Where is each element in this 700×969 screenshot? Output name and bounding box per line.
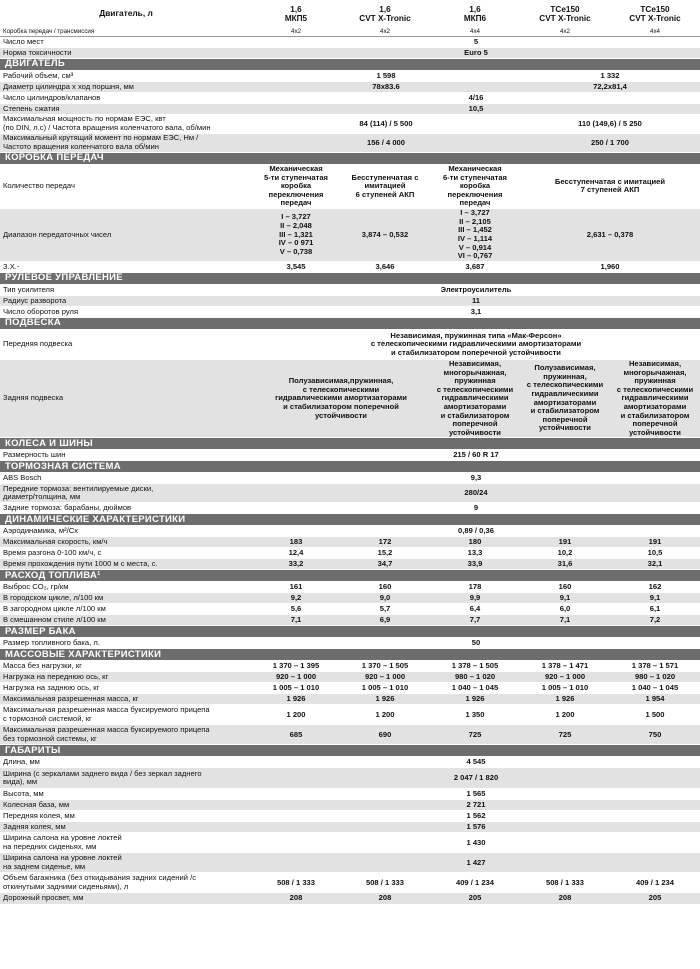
section-header bbox=[0, 514, 700, 526]
spec-row bbox=[0, 93, 700, 104]
spec-row bbox=[0, 559, 700, 570]
section-title: ГАБАРИТЫ bbox=[0, 745, 700, 757]
spec-value: 33,2 bbox=[252, 559, 340, 570]
section-header bbox=[0, 649, 700, 661]
section-title: РАЗМЕР БАКА bbox=[0, 626, 700, 638]
spec-label: В загородном цикле л/100 км bbox=[0, 604, 252, 615]
spec-value: 0,89 / 0,36 bbox=[252, 526, 700, 537]
spec-value: 980 – 1 020 bbox=[430, 672, 520, 683]
spec-value: 15,2 bbox=[340, 548, 430, 559]
spec-value: 1 378 – 1 571 bbox=[610, 661, 700, 672]
spec-value: 172 bbox=[340, 537, 430, 548]
spec-value: 50 bbox=[252, 638, 700, 649]
spec-value: 9,2 bbox=[252, 593, 340, 604]
spec-label: Количество передач bbox=[0, 165, 252, 209]
spec-value: Бесступенчатая с имитацией 6 ступеней АКП bbox=[340, 165, 430, 209]
column-engine: TCe150 bbox=[640, 4, 670, 14]
spec-label: Число мест bbox=[0, 37, 252, 48]
spec-value: 162 bbox=[610, 582, 700, 593]
spec-value: 160 bbox=[340, 582, 430, 593]
spec-row bbox=[0, 548, 700, 559]
column-drive: 4x2 bbox=[252, 27, 340, 37]
spec-label: Нагрузка на переднюю ось, кг bbox=[0, 672, 252, 683]
spec-value: 1 005 – 1 010 bbox=[252, 683, 340, 694]
spec-row bbox=[0, 694, 700, 705]
spec-value: 1 370 – 1 505 bbox=[340, 661, 430, 672]
section-header bbox=[0, 570, 700, 582]
spec-label: Масса без нагрузки, кг bbox=[0, 661, 252, 672]
section-header bbox=[0, 626, 700, 638]
spec-value: 6,4 bbox=[430, 604, 520, 615]
spec-label: Норма токсичности bbox=[0, 48, 252, 59]
spec-value: 178 bbox=[430, 582, 520, 593]
spec-row bbox=[0, 811, 700, 822]
column-gearbox: CVT X-Tronic bbox=[359, 13, 411, 23]
spec-value: 508 / 1 333 bbox=[340, 873, 430, 893]
spec-value: Независимая, многорычажная, пружинная с телескопическими гидравлическими амортизаторами и стабилизатором поперечной устойчивости bbox=[430, 359, 520, 437]
section-header bbox=[0, 317, 700, 329]
column-header bbox=[340, 0, 430, 27]
spec-value: 160 bbox=[520, 582, 610, 593]
spec-label: Максимальная скорость, км/ч bbox=[0, 537, 252, 548]
spec-row bbox=[0, 450, 700, 461]
spec-value: 191 bbox=[520, 537, 610, 548]
section-title: КОРОБКА ПЕРЕДАЧ bbox=[0, 153, 700, 165]
spec-label: Задняя колея, мм bbox=[0, 822, 252, 833]
spec-value: 9,3 bbox=[252, 473, 700, 484]
spec-label: Ширина (с зеркалами заднего вида / без зеркал заднего вида), мм bbox=[0, 768, 252, 789]
spec-row bbox=[0, 484, 700, 503]
spec-value: 13,3 bbox=[430, 548, 520, 559]
spec-row bbox=[0, 683, 700, 694]
column-gearbox: CVT X-Tronic bbox=[539, 13, 591, 23]
spec-value: 1 200 bbox=[252, 705, 340, 725]
spec-label: Число оборотов руля bbox=[0, 306, 252, 317]
spec-value: 5,6 bbox=[252, 604, 340, 615]
spec-value: 1 378 – 1 471 bbox=[520, 661, 610, 672]
spec-value: 1 378 – 1 505 bbox=[430, 661, 520, 672]
subheader-row bbox=[0, 27, 700, 37]
spec-row bbox=[0, 115, 700, 134]
spec-value: 1 370 – 1 395 bbox=[252, 661, 340, 672]
spec-value: 11 bbox=[252, 295, 700, 306]
section-title: МАССОВЫЕ ХАРАКТЕРИСТИКИ bbox=[0, 649, 700, 661]
spec-label: Размер топливного бака, л. bbox=[0, 638, 252, 649]
spec-value: 980 – 1 020 bbox=[610, 672, 700, 683]
spec-row bbox=[0, 473, 700, 484]
spec-value: 2 721 bbox=[252, 800, 700, 811]
spec-row bbox=[0, 822, 700, 833]
spec-value: Независимая, многорычажная, пружинная с телескопическими гидравлическими амортизаторами и стабилизатором поперечной устойчивости bbox=[610, 359, 700, 437]
spec-value: 208 bbox=[252, 893, 340, 904]
spec-value: 508 / 1 333 bbox=[252, 873, 340, 893]
spec-value: 208 bbox=[520, 893, 610, 904]
spec-value: 10,2 bbox=[520, 548, 610, 559]
spec-row bbox=[0, 672, 700, 683]
spec-value: 9,0 bbox=[340, 593, 430, 604]
spec-label: Время разгона 0-100 км/ч, с bbox=[0, 548, 252, 559]
spec-row bbox=[0, 306, 700, 317]
spec-value: 7,1 bbox=[252, 615, 340, 626]
spec-value: 1 332 bbox=[520, 71, 700, 82]
spec-row bbox=[0, 593, 700, 604]
spec-value: Механическая 6-ти ступенчатая коробка переключения передач bbox=[430, 165, 520, 209]
section-title: РУЛЕВОЕ УПРАВЛЕНИЕ bbox=[0, 272, 700, 284]
spec-value: 7,7 bbox=[430, 615, 520, 626]
spec-value: 6,9 bbox=[340, 615, 430, 626]
spec-row bbox=[0, 873, 700, 893]
spec-row bbox=[0, 705, 700, 725]
spec-value: 1 562 bbox=[252, 811, 700, 822]
spec-value: 3,1 bbox=[252, 306, 700, 317]
spec-value: 3,687 bbox=[430, 261, 520, 272]
spec-label: Максимальная разрешенная масса, кг bbox=[0, 694, 252, 705]
spec-label: Нагрузка на заднюю ось, кг bbox=[0, 683, 252, 694]
spec-value: 1 926 bbox=[340, 694, 430, 705]
spec-label: Передняя колея, мм bbox=[0, 811, 252, 822]
spec-value: 409 / 1 234 bbox=[430, 873, 520, 893]
spec-label: Передняя подвеска bbox=[0, 329, 252, 359]
spec-value: 1 040 – 1 045 bbox=[430, 683, 520, 694]
spec-value: 33,9 bbox=[430, 559, 520, 570]
spec-value: 920 – 1 000 bbox=[252, 672, 340, 683]
spec-value: 685 bbox=[252, 725, 340, 745]
spec-value: 183 bbox=[252, 537, 340, 548]
spec-label: Ширина салона на уровне локтей на заднем сиденье, мм bbox=[0, 853, 252, 873]
spec-value: 72,2x81,4 bbox=[520, 82, 700, 93]
spec-value: 78x83.6 bbox=[252, 82, 520, 93]
section-header bbox=[0, 153, 700, 165]
section-title: ТОРМОЗНАЯ СИСТЕМА bbox=[0, 461, 700, 473]
spec-row bbox=[0, 48, 700, 59]
section-title: РАСХОД ТОПЛИВА¹ bbox=[0, 570, 700, 582]
spec-value: 920 – 1 000 bbox=[520, 672, 610, 683]
spec-row bbox=[0, 134, 700, 153]
column-gearbox: CVT X-Tronic bbox=[629, 13, 681, 23]
spec-value: 725 bbox=[520, 725, 610, 745]
spec-label: Степень сжатия bbox=[0, 104, 252, 115]
section-title: КОЛЕСА И ШИНЫ bbox=[0, 438, 700, 450]
spec-label: Максимальная разрешенная масса буксируемого прицепа с тормозной системой, кг bbox=[0, 705, 252, 725]
column-header bbox=[610, 0, 700, 27]
gearbox-header-label: Коробка передач / трансмиссия bbox=[0, 27, 252, 37]
spec-value: Полузависимая,пружинная, с телескопическими гидравлическими амортизаторами и стабилизатором поперечной устойчивости bbox=[252, 359, 430, 437]
spec-value: 12,4 bbox=[252, 548, 340, 559]
spec-value: 1 565 bbox=[252, 789, 700, 800]
spec-row bbox=[0, 833, 700, 853]
spec-value: 1 427 bbox=[252, 853, 700, 873]
spec-label: Длина, мм bbox=[0, 757, 252, 768]
spec-value: 156 / 4 000 bbox=[252, 134, 520, 153]
spec-value: Euro 5 bbox=[252, 48, 700, 59]
spec-value: 1 926 bbox=[520, 694, 610, 705]
spec-label: Задняя подвеска bbox=[0, 359, 252, 437]
spec-label: Ширина салона на уровне локтей на передних сиденьях, мм bbox=[0, 833, 252, 853]
spec-row bbox=[0, 261, 700, 272]
spec-label: ABS Bosch bbox=[0, 473, 252, 484]
spec-label: Задние тормоза: барабаны, дюймов bbox=[0, 503, 252, 514]
spec-row bbox=[0, 757, 700, 768]
spec-row bbox=[0, 789, 700, 800]
spec-row bbox=[0, 615, 700, 626]
section-title: ДИНАМИЧЕСКИЕ ХАРАКТЕРИСТИКИ bbox=[0, 514, 700, 526]
spec-row bbox=[0, 800, 700, 811]
spec-label: З.Х.- bbox=[0, 261, 252, 272]
spec-value: 34,7 bbox=[340, 559, 430, 570]
spec-row bbox=[0, 208, 700, 261]
spec-row bbox=[0, 537, 700, 548]
column-engine: 1,6 bbox=[379, 4, 391, 14]
spec-value: 280/24 bbox=[252, 484, 700, 503]
spec-value: 725 bbox=[430, 725, 520, 745]
spec-row bbox=[0, 359, 700, 437]
spec-value: 1 350 bbox=[430, 705, 520, 725]
spec-row bbox=[0, 295, 700, 306]
spec-row bbox=[0, 165, 700, 209]
spec-value: 690 bbox=[340, 725, 430, 745]
spec-value: 3,874 – 0,532 bbox=[340, 208, 430, 261]
spec-label: Аэродинамика, м²/Cx bbox=[0, 526, 252, 537]
spec-value: 31,6 bbox=[520, 559, 610, 570]
spec-value: 208 bbox=[340, 893, 430, 904]
spec-label: Максимальная разрешенная масса буксируемого прицепа без тормозной системы, кг bbox=[0, 725, 252, 745]
spec-row bbox=[0, 582, 700, 593]
section-header bbox=[0, 59, 700, 71]
spec-label: Размерность шин bbox=[0, 450, 252, 461]
spec-value: 1 926 bbox=[430, 694, 520, 705]
spec-label: Диапазон передаточных чисел bbox=[0, 208, 252, 261]
spec-value: 1 200 bbox=[520, 705, 610, 725]
spec-value: Электроусилитель bbox=[252, 284, 700, 295]
spec-label: Радиус разворота bbox=[0, 295, 252, 306]
spec-value: 1 040 – 1 045 bbox=[610, 683, 700, 694]
spec-row bbox=[0, 104, 700, 115]
section-header bbox=[0, 461, 700, 473]
spec-value: 9 bbox=[252, 503, 700, 514]
engine-header-label: Двигатель, л bbox=[0, 0, 252, 27]
spec-value: 205 bbox=[610, 893, 700, 904]
spec-value: 110 (149,6) / 5 250 bbox=[520, 115, 700, 134]
spec-row bbox=[0, 893, 700, 904]
spec-value: 3,545 bbox=[252, 261, 340, 272]
spec-value: 7,1 bbox=[520, 615, 610, 626]
spec-value: 10,5 bbox=[610, 548, 700, 559]
spec-label: Высота, мм bbox=[0, 789, 252, 800]
spec-label: Рабочий объем, см³ bbox=[0, 71, 252, 82]
spec-value: 1 005 – 1 010 bbox=[340, 683, 430, 694]
spec-value: 4/16 bbox=[252, 93, 700, 104]
spec-label: В смешанном стиле л/100 км bbox=[0, 615, 252, 626]
section-title: ПОДВЕСКА bbox=[0, 317, 700, 329]
spec-value: 4 545 bbox=[252, 757, 700, 768]
spec-row bbox=[0, 284, 700, 295]
spec-label: Передние тормоза: вентилируемые диски, диаметр/толщина, мм bbox=[0, 484, 252, 503]
spec-value: 1 430 bbox=[252, 833, 700, 853]
spec-row bbox=[0, 329, 700, 359]
spec-value: 5 bbox=[252, 37, 700, 48]
spec-value: 1 576 bbox=[252, 822, 700, 833]
column-drive: 4x2 bbox=[340, 27, 430, 37]
spec-row bbox=[0, 638, 700, 649]
spec-row bbox=[0, 71, 700, 82]
spec-row bbox=[0, 604, 700, 615]
spec-value: 1 598 bbox=[252, 71, 520, 82]
column-gearbox: МКП5 bbox=[284, 13, 308, 23]
column-header bbox=[252, 0, 340, 27]
spec-value: 1 926 bbox=[252, 694, 340, 705]
column-header bbox=[430, 0, 520, 27]
spec-row bbox=[0, 503, 700, 514]
spec-value: 1 005 – 1 010 bbox=[520, 683, 610, 694]
spec-value: 84 (114) / 5 500 bbox=[252, 115, 520, 134]
spec-value: Бесступенчатая с имитацией 7 ступеней АКП bbox=[520, 165, 700, 209]
spec-value: 2 047 / 1 820 bbox=[252, 768, 700, 789]
spec-label: Время прохождения пути 1000 м с места, с. bbox=[0, 559, 252, 570]
spec-value: Полузависимая, пружинная, с телескопическими гидравлическими амортизаторами и стабилизатором поперечной устойчивости bbox=[520, 359, 610, 437]
spec-row bbox=[0, 768, 700, 789]
spec-value: Механическая 5-ти ступенчатая коробка переключения передач bbox=[252, 165, 340, 209]
spec-value: 409 / 1 234 bbox=[610, 873, 700, 893]
spec-row bbox=[0, 526, 700, 537]
spec-value: 10,5 bbox=[252, 104, 700, 115]
spec-value: 1,960 bbox=[520, 261, 700, 272]
spec-value: 2,631 – 0,378 bbox=[520, 208, 700, 261]
header-row bbox=[0, 0, 700, 27]
spec-value: 32,1 bbox=[610, 559, 700, 570]
column-engine: 1,6 bbox=[290, 4, 302, 14]
spec-value: 6,0 bbox=[520, 604, 610, 615]
column-gearbox: МКП6 bbox=[463, 13, 487, 23]
spec-value: 5,7 bbox=[340, 604, 430, 615]
spec-label: Диаметр цилиндра x ход поршня, мм bbox=[0, 82, 252, 93]
spec-value: 205 bbox=[430, 893, 520, 904]
spec-value: 920 – 1 000 bbox=[340, 672, 430, 683]
spec-label: Объем багажника (без откидывания задних сидений /с откинутыми задними сиденьями), л bbox=[0, 873, 252, 893]
spec-label: Дорожный просвет, мм bbox=[0, 893, 252, 904]
spec-value: 9,1 bbox=[610, 593, 700, 604]
spec-value: 750 bbox=[610, 725, 700, 745]
spec-row bbox=[0, 82, 700, 93]
spec-label: Колесная база, мм bbox=[0, 800, 252, 811]
spec-label: Выброс CO₂, гр/км bbox=[0, 582, 252, 593]
spec-value: I – 3,727 II – 2,105 III – 1,452 IV – 1,114 V – 0,914 VI – 0,767 bbox=[430, 208, 520, 261]
spec-value: 1 954 bbox=[610, 694, 700, 705]
spec-value: 9,9 bbox=[430, 593, 520, 604]
spec-value: 161 bbox=[252, 582, 340, 593]
spec-value: 250 / 1 700 bbox=[520, 134, 700, 153]
spec-value: Независимая, пружинная типа «Мак-Ферсон» с телескопическими гидравлическими амортизаторами и стабилизатором поперечной устойчивости bbox=[252, 329, 700, 359]
section-header bbox=[0, 272, 700, 284]
spec-value: 9,1 bbox=[520, 593, 610, 604]
spec-label: Максимальная мощность по нормам ЕЭС, квт (по DIN, л.с) / Частота вращения коленчатого вала, об/мин bbox=[0, 115, 252, 134]
spec-value: 508 / 1 333 bbox=[520, 873, 610, 893]
section-header bbox=[0, 438, 700, 450]
column-engine: TCe150 bbox=[550, 4, 580, 14]
spec-value: I – 3,727 II – 2,048 III – 1,321 IV – 0 971 V – 0,738 bbox=[252, 208, 340, 261]
spec-value: 3,646 bbox=[340, 261, 430, 272]
spec-label: В городском цикле, л/100 км bbox=[0, 593, 252, 604]
column-drive: 4x2 bbox=[520, 27, 610, 37]
spec-value: 7,2 bbox=[610, 615, 700, 626]
column-header bbox=[520, 0, 610, 27]
spec-row bbox=[0, 661, 700, 672]
column-drive: 4x4 bbox=[430, 27, 520, 37]
spec-value: 1 500 bbox=[610, 705, 700, 725]
spec-label: Тип усилителя bbox=[0, 284, 252, 295]
spec-value: 180 bbox=[430, 537, 520, 548]
spec-value: 1 200 bbox=[340, 705, 430, 725]
spec-row bbox=[0, 37, 700, 48]
spec-value: 6,1 bbox=[610, 604, 700, 615]
spec-value: 191 bbox=[610, 537, 700, 548]
section-title: ДВИГАТЕЛЬ bbox=[0, 59, 700, 71]
section-header bbox=[0, 745, 700, 757]
spec-value: 215 / 60 R 17 bbox=[252, 450, 700, 461]
spec-row bbox=[0, 725, 700, 745]
spec-label: Число цилиндров/клапанов bbox=[0, 93, 252, 104]
column-engine: 1,6 bbox=[469, 4, 481, 14]
spec-row bbox=[0, 853, 700, 873]
column-drive: 4x4 bbox=[610, 27, 700, 37]
spec-label: Максимальный крутящий момент по нормам ЕЭС, Нм / Частото вращения коленчатого вала об/мин bbox=[0, 134, 252, 153]
